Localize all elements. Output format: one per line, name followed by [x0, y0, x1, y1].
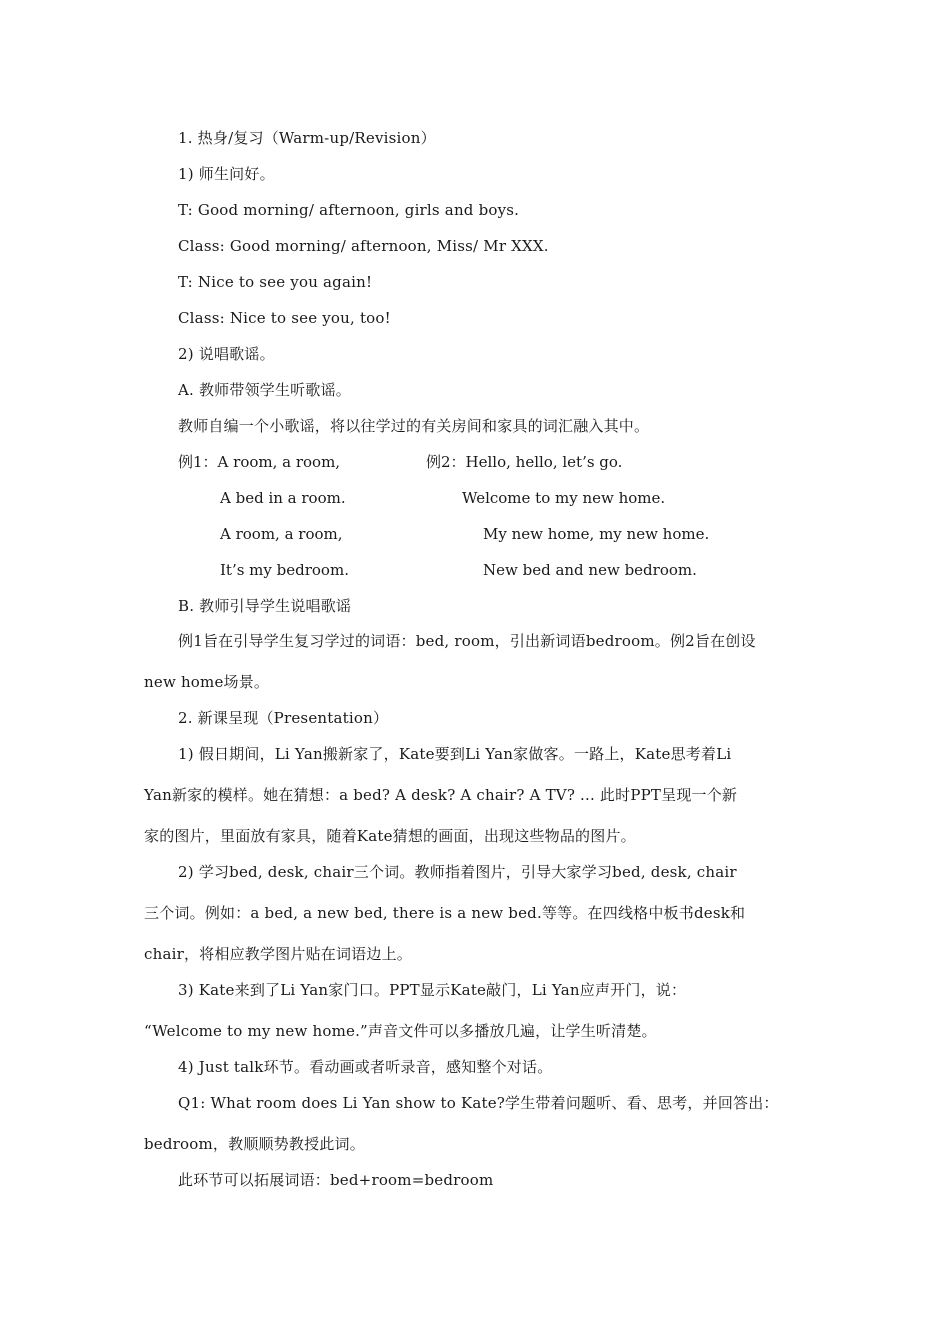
example2-line: New bed and new bedroom.: [483, 561, 697, 579]
step-chant: 2) 说唱歌谣。: [178, 345, 275, 363]
paragraph-line: 3) Kate来到了Li Yan家门口。PPT显示Kate敲门，Li Yan应声开门，说：: [178, 981, 687, 999]
paragraph-line: 4) Just talk环节。看动画或者听录音，感知整个对话。: [178, 1058, 553, 1076]
step-b-description: new home场景。: [144, 673, 270, 691]
dialog-line: Class: Nice to see you, too!: [178, 309, 391, 327]
step-a: A. 教师带领学生听歌谣。: [178, 381, 351, 399]
question-line: bedroom，教顺顺势教授此词。: [144, 1135, 365, 1153]
example1-line: It’s my bedroom.: [220, 561, 349, 579]
question-line: Q1: What room does Li Yan show to Kate?学生带着问题听、看、思考，并回答出：: [178, 1094, 779, 1112]
section-heading-warmup: 1. 热身/复习（Warm-up/Revision）: [178, 129, 436, 147]
example1-line: 例1：A room, a room,: [178, 453, 341, 471]
paragraph-line: 2) 学习bed, desk, chair三个词。教师指着图片，引导大家学习bed, desk, chair: [178, 863, 737, 881]
dialog-line: Class: Good morning/ afternoon, Miss/ Mr XXX.: [178, 237, 549, 255]
example2-line: 例2：Hello, hello, let’s go.: [426, 453, 623, 471]
paragraph-line: 三个词。例如：a bed, a new bed, there is a new bed.等等。在四线格中板书desk和: [144, 904, 746, 922]
paragraph-line: “Welcome to my new home.”声音文件可以多播放几遍，让学生听清楚。: [144, 1022, 657, 1040]
step-a-description: 教师自编一个小歌谣，将以往学过的有关房间和家具的词汇融入其中。: [178, 417, 650, 435]
example1-line: A room, a room,: [220, 525, 343, 543]
paragraph-line: 1) 假日期间，Li Yan搬新家了，Kate要到Li Yan家做客。一路上，Kate思考着Li: [178, 745, 732, 763]
example2-line: My new home, my new home.: [483, 525, 710, 543]
example1-line: A bed in a room.: [220, 489, 346, 507]
step-greeting: 1) 师生问好。: [178, 165, 275, 183]
paragraph-line: Yan新家的模样。她在猜想：a bed? A desk? A chair? A TV? ... 此时PPT呈现一个新: [144, 786, 738, 804]
example2-line: Welcome to my new home.: [462, 489, 666, 507]
step-b: B. 教师引导学生说唱歌谣: [178, 597, 352, 615]
paragraph-line: 家的图片，里面放有家具，随着Kate猜想的画面，出现这些物品的图片。: [144, 827, 636, 845]
section-heading-presentation: 2. 新课呈现（Presentation）: [178, 709, 389, 727]
step-b-description: 例1旨在引导学生复习学过的词语：bed, room，引出新词语bedroom。例2旨在创设: [178, 632, 756, 650]
extension-line: 此环节可以拓展词语：bed+room=bedroom: [178, 1171, 494, 1189]
dialog-line: T: Good morning/ afternoon, girls and boys.: [178, 201, 520, 219]
paragraph-line: chair，将相应教学图片贴在词语边上。: [144, 945, 412, 963]
dialog-line: T: Nice to see you again!: [178, 273, 373, 291]
